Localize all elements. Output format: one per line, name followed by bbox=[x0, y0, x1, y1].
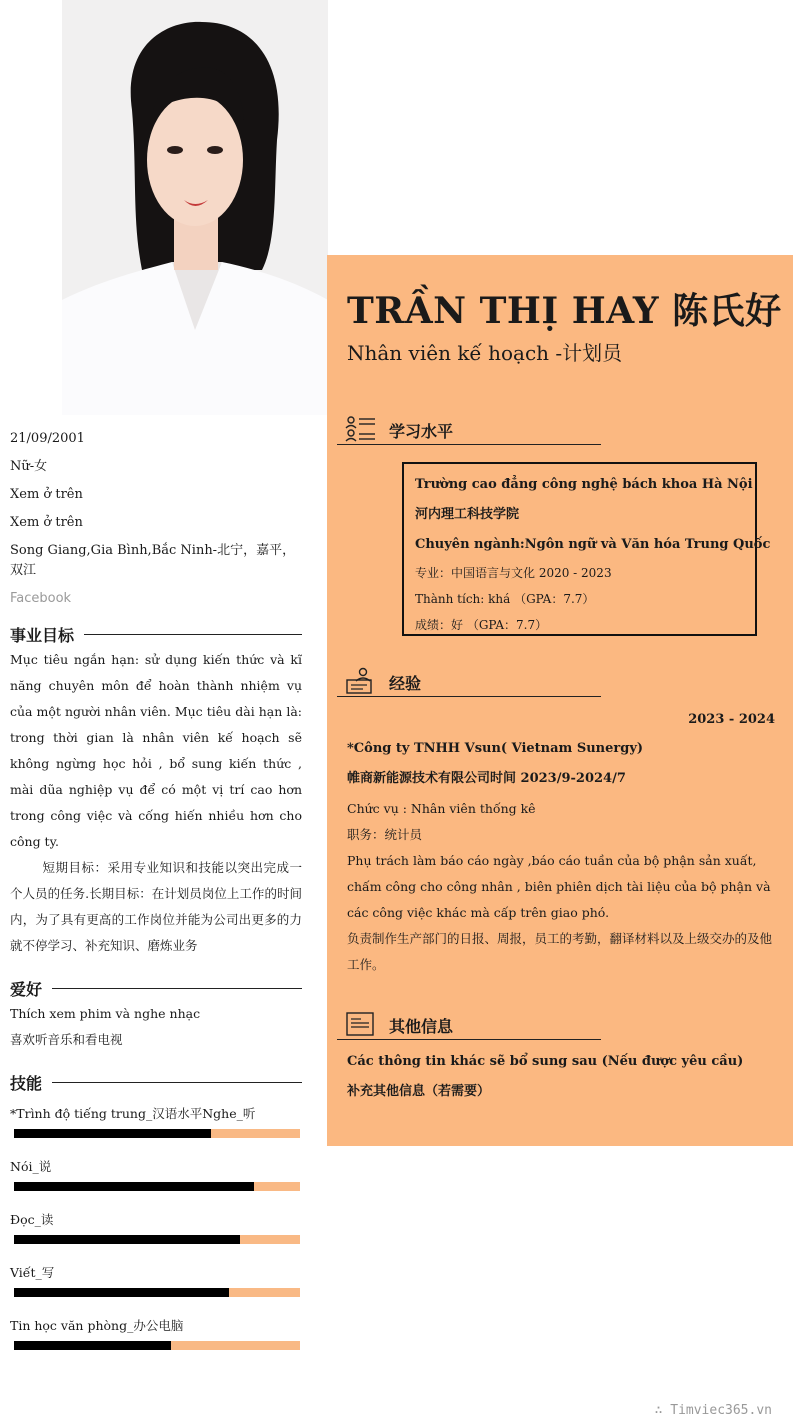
education-divider bbox=[337, 444, 601, 445]
major-cn: 专业：中国语言与文化 2020 - 2023 bbox=[415, 566, 612, 580]
hobbies-cn: 喜欢听音乐和看电视 bbox=[10, 1032, 123, 1047]
skill-bar-fill bbox=[14, 1288, 229, 1297]
other-heading bbox=[337, 1010, 601, 1040]
experience-entry bbox=[347, 710, 775, 978]
phone-text: Xem ở trên bbox=[10, 487, 83, 502]
skills-divider bbox=[10, 1082, 302, 1083]
skills-title: 技能 bbox=[10, 1071, 52, 1094]
school-vi: Trường cao đẳng công nghệ bách khoa Hà Nội bbox=[415, 477, 753, 492]
hobbies-vi: Thích xem phim và nghe nhạc bbox=[10, 1006, 201, 1021]
school-cn: 河内理工科技学院 bbox=[415, 507, 520, 522]
skill-item bbox=[10, 1264, 302, 1297]
objective-vi: Mục tiêu ngắn hạn: sử dụng kiến thức và kĩ năng chuyên môn để hoàn thành nhiệm vụ của một người nhân viên. Mục tiêu dài hạn là: trong thời gian là nhân viên kế hoạch sẽ không ngừng học hỏi , bổ sung kiến thức , mài dũa nghiệp vụ để có một vị trí cao hơn trong công việc và cống hiến nhiều hơn cho công ty. bbox=[10, 652, 302, 849]
skill-bar-fill bbox=[14, 1235, 240, 1244]
hobbies-title: 爱好 bbox=[10, 977, 52, 1000]
company-cn: 帷商新能源技术有限公司时间 2023/9-2024/7 bbox=[347, 771, 626, 786]
email-text: Xem ở trên bbox=[10, 515, 83, 530]
other-info bbox=[347, 1047, 775, 1107]
footer-brand: ∴ Timviec365.vn bbox=[654, 1403, 772, 1418]
skill-name: Tin học văn phòng_办公电脑 bbox=[10, 1318, 184, 1333]
skill-bar-fill bbox=[14, 1182, 254, 1191]
dob-text: 21/09/2001 bbox=[10, 431, 85, 446]
candidate-name: TRẦN THỊ HAY 陈氏好 bbox=[347, 290, 782, 332]
skill-bar bbox=[14, 1341, 300, 1350]
objective-cn: 短期目标：采用专业知识和技能以突出完成一个人员的任务.长期目标：在计划员岗位上工作的时间内，为了具有更高的工作岗位并能为公司出更多的力就不停学习、补充知识、磨炼业务 bbox=[10, 860, 302, 953]
experience-years: 2023 - 2024 bbox=[688, 712, 775, 727]
skill-name: Nói_说 bbox=[10, 1159, 52, 1174]
skill-bar bbox=[14, 1235, 300, 1244]
skill-bar-fill bbox=[14, 1129, 211, 1138]
education-box bbox=[402, 462, 771, 636]
other-vi: Các thông tin khác sẽ bổ sung sau (Nếu được yêu cầu) bbox=[347, 1054, 744, 1069]
other-title: 其他信息 bbox=[389, 1017, 454, 1036]
skill-bar bbox=[14, 1182, 300, 1191]
document-icon bbox=[343, 1010, 377, 1038]
experience-heading bbox=[337, 667, 601, 697]
company-vi: *Công ty TNHH Vsun( Vietnam Sunergy) bbox=[347, 741, 644, 756]
result-vi: Thành tích: khá （GPA：7.7） bbox=[415, 592, 595, 606]
other-divider bbox=[337, 1039, 601, 1040]
skill-item bbox=[10, 1317, 302, 1350]
position-vi: Chức vụ : Nhân viên thống kê bbox=[347, 801, 536, 816]
skill-item bbox=[10, 1158, 302, 1191]
skill-name: Đọc_读 bbox=[10, 1212, 54, 1227]
duties-vi: Phụ trách làm báo cáo ngày ,báo cáo tuần của bộ phận sản xuất, chấm công cho công nhân , biên phiên dịch tài liệu của bộ phận và các công việc khác mà cấp trên giao phó. bbox=[347, 853, 771, 920]
skills-heading bbox=[10, 1069, 302, 1095]
other-cn: 补充其他信息（若需要） bbox=[347, 1084, 491, 1099]
result-cn: 成绩：好 （GPA：7.7） bbox=[415, 618, 548, 632]
gender-text: Nữ-女 bbox=[10, 459, 48, 474]
address-text: Song Giang,Gia Bình,Bắc Ninh-北宁，嘉平，双江 bbox=[10, 543, 296, 578]
education-icon bbox=[343, 415, 377, 443]
left-column bbox=[10, 425, 302, 1350]
position-cn: 职务：统计员 bbox=[347, 827, 423, 842]
skill-item bbox=[10, 1211, 302, 1244]
hobbies-divider bbox=[10, 988, 302, 989]
objective-title: 事业目标 bbox=[10, 623, 84, 646]
education-title: 学习水平 bbox=[389, 422, 454, 441]
skill-item bbox=[10, 1105, 302, 1138]
skill-bar bbox=[14, 1288, 300, 1297]
education-heading bbox=[337, 415, 601, 445]
objective-heading bbox=[10, 621, 302, 647]
skill-name: Viết_写 bbox=[10, 1265, 55, 1280]
skill-name: *Trình độ tiếng trung_汉语水平Nghe_听 bbox=[10, 1106, 256, 1121]
briefcase-icon bbox=[343, 667, 377, 695]
hobbies-heading bbox=[10, 975, 302, 1001]
skill-bar bbox=[14, 1129, 300, 1138]
experience-title: 经验 bbox=[389, 674, 422, 693]
candidate-role: Nhân viên kế hoạch -计划员 bbox=[347, 341, 623, 365]
duties-cn: 负责制作生产部门的日报、周报，员工的考勤，翻译材料以及上级交办的及他工作。 bbox=[347, 931, 773, 972]
facebook-link[interactable]: Facebook bbox=[10, 591, 72, 606]
experience-divider bbox=[337, 696, 601, 697]
major-vi: Chuyên ngành:Ngôn ngữ và Văn hóa Trung Quốc bbox=[415, 537, 771, 552]
profile-photo bbox=[62, 0, 328, 415]
skill-bar-fill bbox=[14, 1341, 171, 1350]
right-panel bbox=[327, 255, 793, 1146]
